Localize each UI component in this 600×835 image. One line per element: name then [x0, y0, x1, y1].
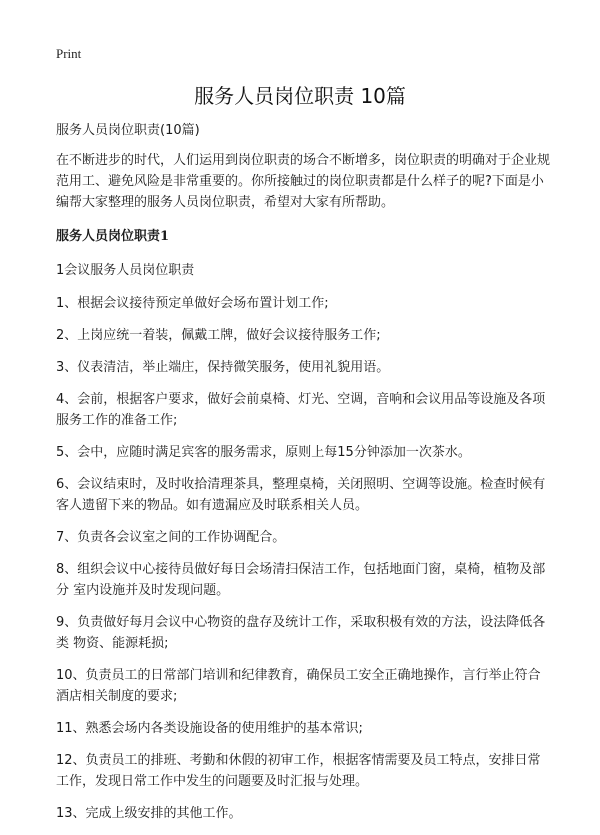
duty-item: 9、负责做好每月会议中心物资的盘存及统计工作，采取积极有效的方法，设法降低各类 物资、能源耗损;: [56, 615, 546, 651]
print-link[interactable]: Print: [56, 46, 82, 61]
duty-item: 2、上岗应统一着装，佩戴工牌，做好会议接待服务工作;: [56, 328, 381, 343]
duty-item: 7、负责各会议室之间的工作协调配合。: [56, 530, 286, 545]
section-subheading: 1会议服务人员岗位职责: [56, 263, 195, 278]
intro-paragraph: 在不断进步的时代，人们运用到岗位职责的场合不断增多，岗位职责的明确对于企业规范用工、避免风险是非常重要的。你所接触过的岗位职责都是什么样子的呢?下面是小编帮大家整理的服务人员岗位职责，希望对大家有所帮助。: [56, 153, 551, 210]
duty-item: 5、会中，应随时满足宾客的服务需求，原则上每15分钟添加一次茶水。: [56, 445, 471, 460]
page-title: 服务人员岗位职责 10篇: [194, 84, 406, 108]
duty-item: 4、会前，根据客户要求，做好会前桌椅、灯光、空调，音响和会议用品等设施及各项服务工作的准备工作;: [56, 392, 546, 428]
duty-item: 13、完成上级安排的其他工作。: [56, 806, 242, 821]
section-heading: 服务人员岗位职责1: [56, 229, 170, 244]
duty-item: 12、负责员工的排班、考勤和休假的初审工作，根据客情需要及员工特点，安排日常工作，发现日常工作中发生的问题要及时汇报与处理。: [56, 753, 541, 789]
duty-item: 10、负责员工的日常部门培训和纪律教育，确保员工安全正确地操作，言行举止符合酒店相关制度的要求;: [56, 668, 541, 704]
document-subtitle: 服务人员岗位职责(10篇): [56, 123, 200, 138]
duty-item: 8、组织会议中心接待员做好每日会场清扫保洁工作，包括地面门窗，桌椅，植物及部分 室内设施并及时发现问题。: [56, 562, 546, 598]
duty-list: [56, 293, 550, 824]
duty-item: 1、根据会议接待预定单做好会场布置计划工作;: [56, 296, 329, 311]
document-body: [56, 120, 550, 835]
duty-item: 3、仪表清洁，举止端庄，保持微笑服务，使用礼貌用语。: [56, 360, 390, 375]
duty-item: 6、会议结束时，及时收拾清理茶具，整理桌椅，关闭照明、空调等设施。检查时候有客人遗留下来的物品。如有遗漏应及时联系相关人员。: [56, 477, 546, 513]
duty-item: 11、熟悉会场内各类设施设备的使用维护的基本常识;: [56, 721, 363, 736]
